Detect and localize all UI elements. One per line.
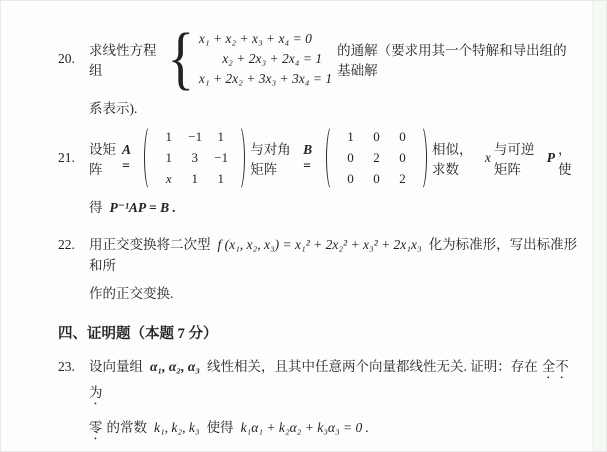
equation-1: x₁ + x₂ + x₃ + x₄ = 0 <box>198 31 312 46</box>
matrix-b-cell: 0 <box>373 129 380 144</box>
equation-system <box>199 31 332 87</box>
problem-22-tail: 化为标准形，写出标准形和所 <box>89 237 578 273</box>
problem-21-main-row <box>58 125 578 191</box>
matrix-a-cell: −1 <box>214 150 229 165</box>
matrix-b-right-paren <box>415 125 427 191</box>
problem-22-lead: 用正交变换将二次型 <box>89 237 211 252</box>
matrix-b-cell: 0 <box>399 150 406 165</box>
vector-group-symbols: α₁, α₂, α₃ <box>150 359 201 374</box>
matrix-a-cell: 1 <box>217 129 224 144</box>
problem-22-number: 22. <box>58 237 75 252</box>
matrix-a-left-paren <box>144 125 156 191</box>
matrix-a-right-paren <box>233 125 245 191</box>
linear-combination-equation: k₁α₁ + k₂α₂ + k₃α₃ = 0 . <box>240 420 370 435</box>
matrix-a <box>144 125 245 191</box>
matrix-b-cell: 0 <box>347 150 354 165</box>
matrix-a-cell: 1 <box>165 150 172 165</box>
problem-20-tail: 的通解（要求用其一个特解和导出组的基础解 <box>337 43 567 78</box>
matrix-b <box>326 125 427 191</box>
equation-2: x₂ + 2x₃ + 2x₄ = 1 <box>222 51 323 66</box>
matrix-a-cell: 3 <box>191 150 198 165</box>
problem-21-comma-make: ，使 <box>558 142 572 177</box>
matrix-a-cell: x <box>165 171 172 186</box>
problem-23-mid2: 的常数 <box>106 420 147 435</box>
problem-23-main-row <box>58 356 578 408</box>
problem-22-continuation: 作的正交变换. <box>89 286 174 301</box>
problem-23-number: 23. <box>58 359 75 374</box>
matrix-a-grid <box>156 125 233 191</box>
matrix-b-left-paren <box>326 125 338 191</box>
matrix-b-cell: 2 <box>399 171 406 186</box>
section-4-heading: 四、证明题（本题 7 分） <box>58 326 218 342</box>
matrix-b-grid <box>338 125 415 191</box>
matrix-a-cell: 1 <box>191 171 198 186</box>
matrix-a-cell: 1 <box>165 129 172 144</box>
problem-23 <box>58 356 578 443</box>
constants-symbols: k₁, k₂, k₃ <box>154 420 200 435</box>
problem-22 <box>58 234 578 304</box>
problem-21-set-matrix: 设矩阵 <box>89 142 116 177</box>
problem-21-number: 21. <box>58 150 75 165</box>
problem-21-invertible: 与可逆矩阵 <box>493 142 535 177</box>
problem-21-with-diagonal: 与对角矩阵 <box>250 142 291 177</box>
problem-21-line2-equation: P⁻¹AP = B . <box>109 200 176 215</box>
quadratic-form-expression: f (x₁, x₂, x₃) = x₁² + 2x₂² + x₃² + 2x₁x₃ <box>217 237 422 252</box>
matrix-b-cell: 1 <box>347 129 354 144</box>
system-brace: { <box>167 20 195 97</box>
matrix-p-symbol: P <box>546 150 556 165</box>
problem-21-similar: 相似，求数 <box>431 142 473 177</box>
matrix-b-cell: 0 <box>399 129 406 144</box>
variable-x: x <box>484 150 491 165</box>
problem-20 <box>58 20 578 119</box>
page-content <box>1 1 606 443</box>
problem-22-main-row <box>58 234 578 276</box>
problem-20-main-row <box>58 20 578 97</box>
problem-21-continuation <box>89 198 578 218</box>
problem-21 <box>58 125 578 218</box>
matrix-a-symbol: A = <box>121 142 131 173</box>
problem-23-mid3: 使得 <box>206 420 234 435</box>
problem-20-continuation: 系表示). <box>89 101 138 116</box>
problem-23-continuation <box>89 417 578 443</box>
matrix-a-cell: 1 <box>217 171 224 186</box>
matrix-a-cell: −1 <box>188 129 203 144</box>
problem-20-lead: 求线性方程组 <box>89 43 157 78</box>
matrix-b-cell: 0 <box>373 171 380 186</box>
problem-23-lead: 设向量组 <box>89 359 143 374</box>
problem-21-line2-prefix: 得 <box>89 200 103 215</box>
problem-23-emphasized-ling: 零 <box>89 420 103 435</box>
matrix-b-cell: 0 <box>347 171 354 186</box>
matrix-b-cell: 2 <box>373 150 380 165</box>
problem-20-number: 20. <box>58 51 75 66</box>
equation-3: x₁ + 2x₂ + 3x₃ + 3x₄ = 1 <box>198 71 333 86</box>
problem-23-emphasized-quan-bu-wei: 全不为 <box>89 359 569 400</box>
problem-23-mid: 线性相关，且其中任意两个向量都线性无关. 证明：存在 <box>207 359 538 374</box>
matrix-b-symbol: B = <box>303 142 313 173</box>
